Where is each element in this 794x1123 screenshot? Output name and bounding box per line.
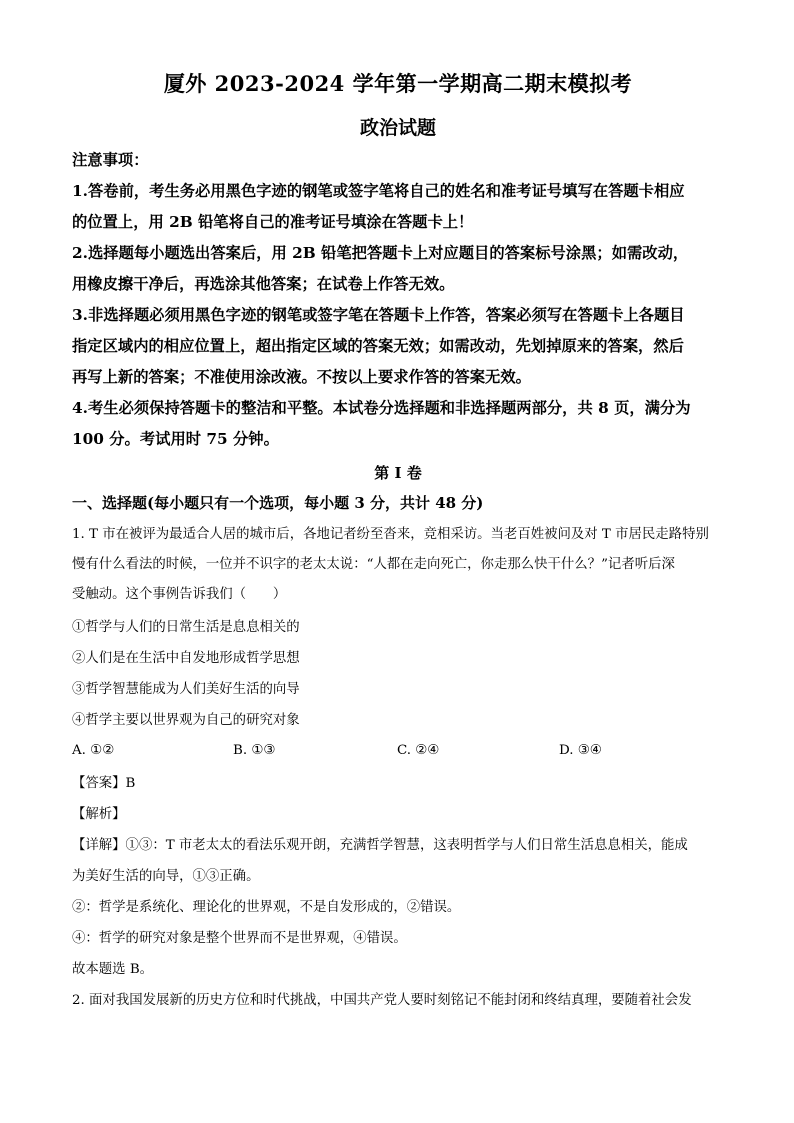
notes-line: 3.非选择题必须用黑色字迹的钢笔或签字笔在答题卡上作答，答案必须写在答题卡上各题目 xyxy=(72,306,685,324)
question-stem-line: 受触动。这个事例告诉我们（ ） xyxy=(72,587,287,602)
option-b: B. ①③ xyxy=(233,743,276,758)
section-title: 一、选择题(每小题只有一个选项，每小题 3 分，共计 48 分) xyxy=(72,494,484,512)
volume-heading: 第 I 卷 xyxy=(374,464,422,482)
detail-line: ②：哲学是系统化、理论化的世界观，不是自发形成的，②错误。 xyxy=(72,900,461,915)
notes-line: 4.考生必须保持答题卡的整洁和平整。本试卷分选择题和非选择题两部分，共 8 页，满分为 xyxy=(72,399,691,417)
answer-label: 【答案】B xyxy=(72,776,136,791)
notes-line: 指定区域内的相应位置上，超出指定区域的答案无效；如需改动，先划掉原来的答案，然后 xyxy=(72,337,684,355)
question-stem-line: 1. T 市在被评为最适合人居的城市后，各地记者纷至沓来，竞相采访。当老百姓被问及对 T 市居民走路特别 xyxy=(72,527,709,542)
detail-line: 为美好生活的向导，①③正确。 xyxy=(72,869,260,884)
detail-line: 【详解】①③：T 市老太太的看法乐观开朗，充满哲学智慧，这表明哲学与人们日常生活息息相关，能成 xyxy=(72,838,688,853)
statement-item: ④哲学主要以世界观为自己的研究对象 xyxy=(72,713,300,728)
statement-item: ②人们是在生活中自发地形成哲学思想 xyxy=(72,651,300,666)
page-title: 厦外 2023-2024 学年第一学期高二期末模拟考 xyxy=(163,71,633,96)
detail-line: 故本题选 B。 xyxy=(72,962,154,977)
analysis-label: 【解析】 xyxy=(72,807,126,822)
question-stem-line: 慢有什么看法的时候，一位并不识字的老太太说：“人都在走向死亡，你走那么快干什么？”记者听后深 xyxy=(72,557,675,572)
notes-line: 用橡皮擦干净后，再选涂其他答案；在试卷上作答无效。 xyxy=(72,275,455,293)
notes-line: 再写上新的答案；不准使用涂改液。不按以上要求作答的答案无效。 xyxy=(72,368,531,386)
notes-line: 2.选择题每小题选出答案后，用 2B 铅笔把答题卡上对应题目的答案标号涂黑；如需改动， xyxy=(72,244,689,262)
page-subtitle: 政治试题 xyxy=(359,117,436,139)
notes-line: 100 分。考试用时 75 分钟。 xyxy=(72,430,279,448)
statement-item: ①哲学与人们的日常生活是息息相关的 xyxy=(72,620,300,635)
detail-line: ④：哲学的研究对象是整个世界而不是世界观，④错误。 xyxy=(72,931,407,946)
statement-item: ③哲学智慧能成为人们美好生活的向导 xyxy=(72,682,300,697)
question-stem-line: 2. 面对我国发展新的历史方位和时代挑战，中国共产党人要时刻铭记不能封闭和终结真理，要随着社会发 xyxy=(72,993,692,1008)
notes-heading: 注意事项： xyxy=(72,151,149,169)
notes-line: 1.答卷前，考生务必用黑色字迹的钢笔或签字笔将自己的姓名和准考证号填写在答题卡相应 xyxy=(72,182,685,200)
option-c: C. ②④ xyxy=(397,743,440,758)
option-a: A. ①② xyxy=(72,743,115,758)
option-d: D. ③④ xyxy=(559,743,602,758)
notes-line: 的位置上，用 2B 铅笔将自己的准考证号填涂在答题卡上！ xyxy=(72,213,474,231)
